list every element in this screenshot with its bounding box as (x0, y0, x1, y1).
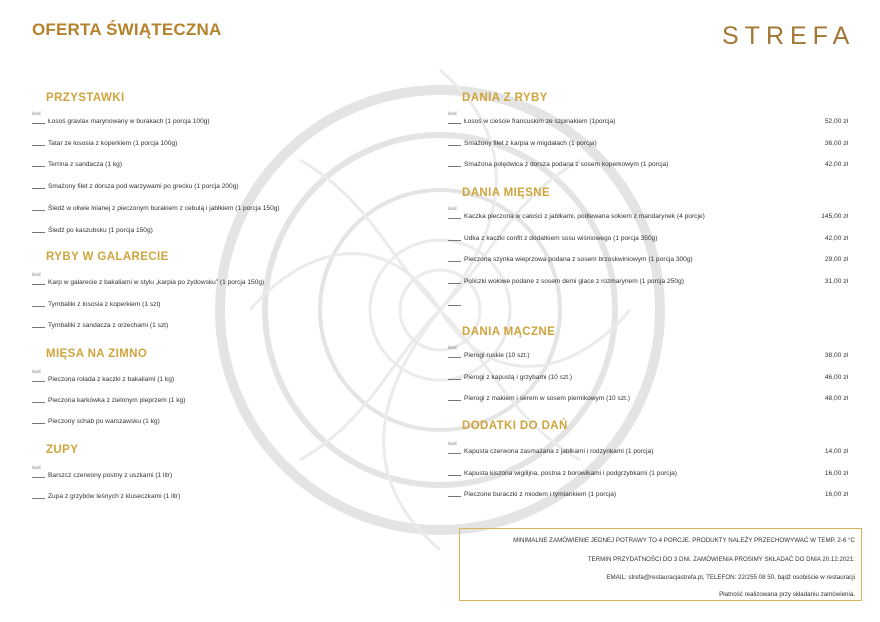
quantity-field[interactable] (448, 240, 461, 241)
menu-item-name: Tymbaliki z sandacza z orzechami (1 szt) (48, 322, 169, 329)
menu-item-name: Tymbaliki z łososia z koperkiem (1 szt) (48, 301, 161, 308)
menu-item (448, 470, 677, 477)
section-title: DANIA MIĘSNE (462, 187, 551, 199)
section-title: ZUPY (46, 444, 79, 456)
quantity-field[interactable] (448, 379, 461, 380)
menu-item-name: Pierogi ruskie (10 szt.) (464, 352, 530, 359)
menu-item (448, 395, 630, 402)
note-line: Płatność realizowana przy składaniu zamówienia. (719, 591, 855, 598)
menu-item (448, 161, 669, 168)
quantity-field[interactable] (448, 496, 461, 497)
quantity-field[interactable] (448, 123, 461, 124)
note-line: MINIMALNE ZAMÓWIENIE JEDNEJ POTRAWY TO 4 PORCJE. PRODUKTY NALEŻY PRZECHOWYWAĆ W TEMP. 2-6 °C (513, 537, 855, 544)
menu-item-name: Kapusta kiszona wigilijna, postna z borowikami i podgrzybkami (1 porcja) (464, 470, 677, 477)
menu-item (448, 235, 658, 242)
menu-item-name: Łosoś gravlax marynowany w burakach (1 porcja 100g) (48, 118, 210, 125)
quantity-field[interactable] (448, 305, 461, 306)
menu-item (448, 374, 572, 381)
menu-item-name: Śledź po kaszubsku (1 porcja 150g) (48, 227, 153, 234)
menu-item-name: Pieczona rolada z kaczki z bakaliami (1 kg) (48, 376, 175, 383)
section-title: PRZYSTAWKI (46, 92, 125, 104)
quantity-field[interactable] (448, 218, 461, 219)
qty-label: ilość (448, 111, 458, 116)
menu-item-price: 14,00 zł (824, 448, 848, 455)
menu-item-price: 16,00 zł (824, 470, 848, 477)
quantity-field[interactable] (448, 283, 461, 284)
menu-item-name: Terrina z sandacza (1 kg) (48, 161, 123, 168)
quantity-field[interactable] (448, 453, 461, 454)
menu-item (448, 491, 616, 498)
menu-item-price: 31,00 zł (824, 278, 848, 285)
menu-item-name: Kaczka pieczona w całości z jabłkami, podlewana sokiem z mandarynek (4 porcje) (464, 213, 705, 220)
qty-label: ilość (448, 441, 458, 446)
menu-item-price: 145,00 zł (821, 213, 848, 220)
section-title: DANIA Z RYBY (462, 92, 548, 104)
menu-item-name: Pieczony schab po warszawsku (1 kg) (48, 418, 160, 425)
quantity-field[interactable] (448, 261, 461, 262)
qty-label: ilość (32, 272, 42, 277)
menu-item-name: Zupa z grzybów leśnych z kluseczkami (1 litr) (48, 493, 181, 500)
menu-item-name: Smażona polędwica z dorsza podana z sosem koperkowym (1 porcja) (464, 161, 669, 168)
qty-label: ilość (32, 465, 42, 470)
menu-item (448, 448, 653, 455)
menu-item-name: Pieczona karkówka z zielonym pieprzem (1 kg) (48, 397, 186, 404)
section-title: DODATKI DO DAŃ (462, 420, 568, 432)
menu-item (448, 118, 615, 125)
menu-item-name: Kapusta czerwona zasmażana z jabłkami i rodzynkami (1 porcja) (464, 448, 654, 455)
menu-item-price: 42,00 zł (824, 235, 848, 242)
note-line: EMAIL: strefa@restauracjastrefa.pl, TELEFON: 22/255 08 50, bądź osobiście w restauracji (606, 574, 855, 581)
note-line: TERMIN PRZYDATNOŚCI DO 3 DNI. ZAMÓWIENIA PROSIMY SKŁADAĆ DO DNIA 20.12.2021: (587, 556, 855, 563)
quantity-field[interactable] (448, 475, 461, 476)
page-title: OFERTA ŚWIĄTECZNA (32, 20, 222, 39)
menu-item-name: Pieczone buraczki z miodem i tymiankiem (1 porcja) (464, 491, 617, 498)
menu-item (448, 140, 597, 147)
menu-item-price: 42,00 zł (824, 161, 848, 168)
menu-item-name: Pierogi z kapustą i grzybami (10 szt.) (464, 374, 573, 381)
qty-label: ilość (448, 206, 458, 211)
menu-item-name: Policzki wołowe podane z sosem demi glace z rozmarynem (1 porcja 250g) (464, 278, 684, 285)
menu-item-name: Smażony filet z dorsza pod warzywami po grecku (1 porcja 200g) (48, 183, 239, 190)
menu-item (448, 352, 530, 359)
menu-item-price: 46,00 zł (824, 374, 848, 381)
menu-item-price: 29,00 zł (824, 256, 848, 263)
menu-item-name: Tatar ze łososia z koperkiem (1 porcja 100g) (48, 140, 178, 147)
menu-item-name: Barszcz czerwony postny z uszkami (1 litr) (48, 472, 173, 479)
menu-item-price: 38,00 zł (824, 352, 848, 359)
order-notes-box (459, 528, 862, 601)
qty-label: ilość (32, 111, 42, 116)
section-title: RYBY W GALARECIE (46, 251, 169, 263)
section-title: MIĘSA NA ZIMNO (46, 348, 148, 360)
menu-item (448, 300, 464, 307)
menu-item-name: Udka z kaczki confit z dodatkiem sosu wiśniowego (1 porcja 350g) (464, 235, 658, 242)
menu-item-name: Pierogi z makiem i serem w sosem piernikowym (10 szt.) (464, 395, 630, 402)
menu-item-price: 52,00 zł (824, 118, 848, 125)
menu-item-price: 48,00 zł (824, 395, 848, 402)
qty-label: ilość (32, 369, 42, 374)
quantity-field[interactable] (448, 400, 461, 401)
brand-logo: STREFA (722, 22, 856, 50)
qty-label: ilość (448, 345, 458, 350)
quantity-field[interactable] (448, 166, 461, 167)
menu-item-name: Pieczona szynka wieprzowa podana z sosem brzoskwiniowym (1 porcja 300g) (464, 256, 693, 263)
menu-item (448, 256, 693, 263)
quantity-field[interactable] (448, 357, 461, 358)
menu-item-name: Łosoś w cieście francuskim ze szpinakiem (1porcja) (464, 118, 616, 125)
menu-item-price: 16,00 zł (824, 491, 848, 498)
menu-item-name: Smażony filet z karpia w migdałach (1 porcja) (464, 140, 597, 147)
menu-item-name: Śledź w oliwie lnianej z pieczonym burakiem z cebulą i jabłkiem (1 porcja 150g) (48, 205, 280, 212)
menu-item (448, 278, 684, 285)
menu-item (448, 213, 705, 220)
menu-item-price: 36,00 zł (824, 140, 848, 147)
menu-item-name: Karp w galarecie z bakaliami w stylu „karpia po żydowsku” (1 porcja 150g) (48, 279, 265, 286)
quantity-field[interactable] (448, 145, 461, 146)
section-title: DANIA MĄCZNE (462, 326, 556, 338)
